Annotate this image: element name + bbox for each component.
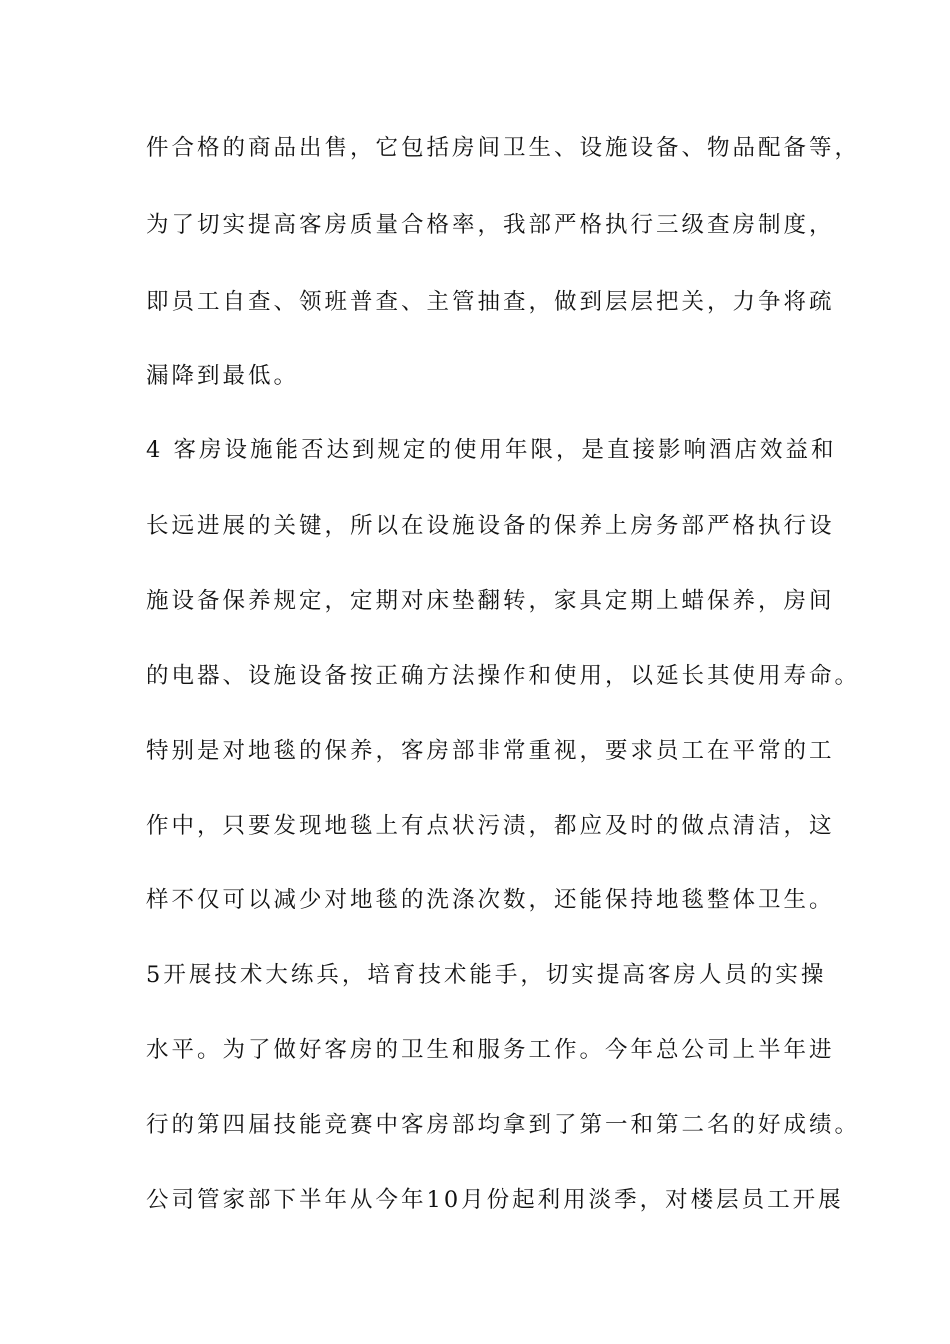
text-line-12: 5开展技术大练兵，培育技术能手，切实提高客房人员的实操 — [146, 962, 827, 988]
text-line-10: 作中，只要发现地毯上有点状污渍，都应及时的做点清洁，这 — [146, 813, 835, 839]
text-line-3: 即员工自查、领班普查、主管抽查，做到层层把关，力争将疏 — [146, 289, 835, 315]
text-line-5: 4 客房设施能否达到规定的使用年限，是直接影响酒店效益和 — [146, 437, 837, 463]
text-line-7: 施设备保养规定，定期对床垫翻转，家具定期上蜡保养，房间 — [146, 588, 835, 614]
text-line-8: 的电器、设施设备按正确方法操作和使用，以延长其使用寿命。 — [146, 663, 861, 689]
text-line-6: 长远进展的关键，所以在设施设备的保养上房务部严格执行设 — [146, 513, 835, 539]
text-line-14: 行的第四届技能竞赛中客房部均拿到了第一和第二名的好成绩。 — [146, 1112, 861, 1138]
text-line-9: 特别是对地毯的保养，客房部非常重视，要求员工在平常的工 — [146, 738, 835, 764]
text-line-2: 为了切实提高客房质量合格率，我部严格执行三级查房制度， — [146, 212, 835, 238]
text-line-13: 水平。为了做好客房的卫生和服务工作。今年总公司上半年进 — [146, 1037, 835, 1063]
text-line-11: 样不仅可以减少对地毯的洗涤次数，还能保持地毯整体卫生。 — [146, 887, 835, 913]
text-line-4: 漏降到最低。 — [146, 363, 300, 389]
text-line-1: 件合格的商品出售，它包括房间卫生、设施设备、物品配备等， — [146, 135, 861, 161]
text-line-15: 公司管家部下半年从今年10月份起利用淡季，对楼层员工开展 — [146, 1187, 844, 1213]
